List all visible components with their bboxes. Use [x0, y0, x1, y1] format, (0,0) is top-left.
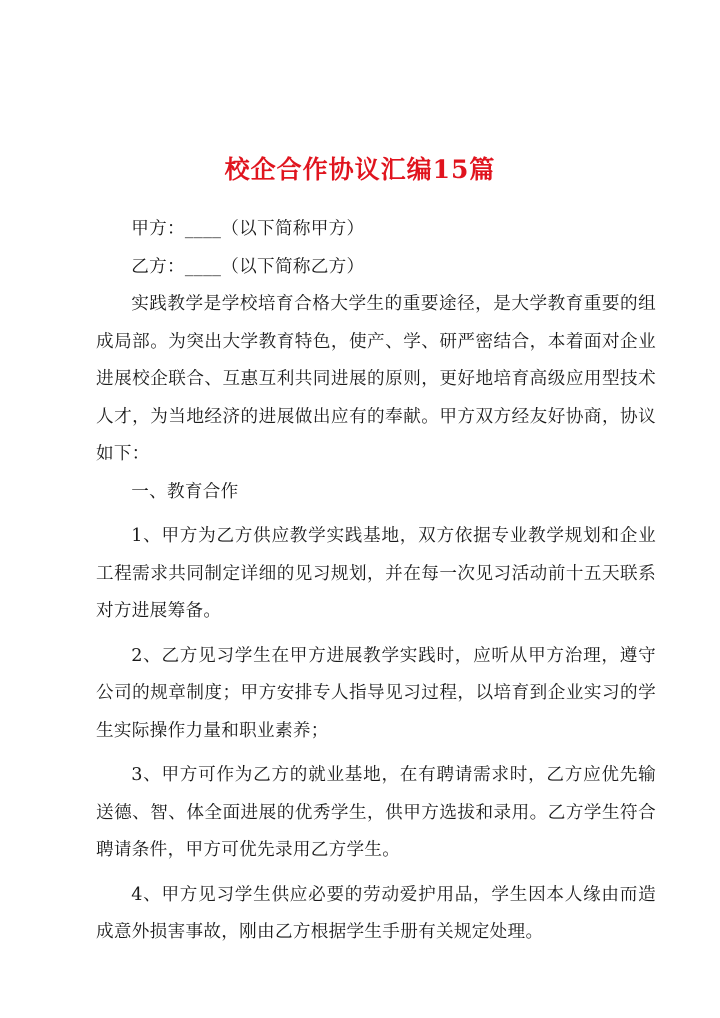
clause-2: 2、乙方见习学生在甲方进展教学实践时，应听从甲方治理，遵守公司的规章制度；甲方安排专人指导见习过程，以培育到企业实习的学生实际操作力量和职业素养；: [96, 645, 656, 741]
party-b-line: 乙方：____（以下简称乙方）: [131, 256, 365, 277]
party-a-line: 甲方：____（以下简称甲方）: [131, 219, 365, 239]
document-title: 校企合作协议汇编15篇: [224, 155, 496, 184]
document-body: [96, 211, 656, 952]
intro-paragraph: 实践教学是学校培育合格大学生的重要途径，是大学教育重要的组成局部。为突出大学教育特色，使产、学、研严密结合，本着面对企业进展校企联合、互惠互利共同进展的原则，更好地培育高级应用型技术人才，为当地经济的进展做出应有的奉献。甲方双方经友好协商，协议如下：: [96, 294, 656, 464]
clause-1: 1、甲方为乙方供应教学实践基地，双方依据专业教学规划和企业工程需求共同制定详细的见习规划，并在每一次见习活动前十五天联系对方进展筹备。: [96, 526, 656, 621]
clause-3: 3、甲方可作为乙方的就业基地，在有聘请需求时，乙方应优先输送德、智、体全面进展的优秀学生，供甲方选拔和录用。乙方学生符合聘请条件，甲方可优先录用乙方学生。: [96, 765, 656, 860]
clause-4: 4、甲方见习学生供应必要的劳动爱护用品，学生因本人缘由而造成意外损害事故，刚由乙方根据学生手册有关规定处理。: [96, 884, 656, 942]
section-heading-education: 一、教育合作: [131, 481, 239, 502]
